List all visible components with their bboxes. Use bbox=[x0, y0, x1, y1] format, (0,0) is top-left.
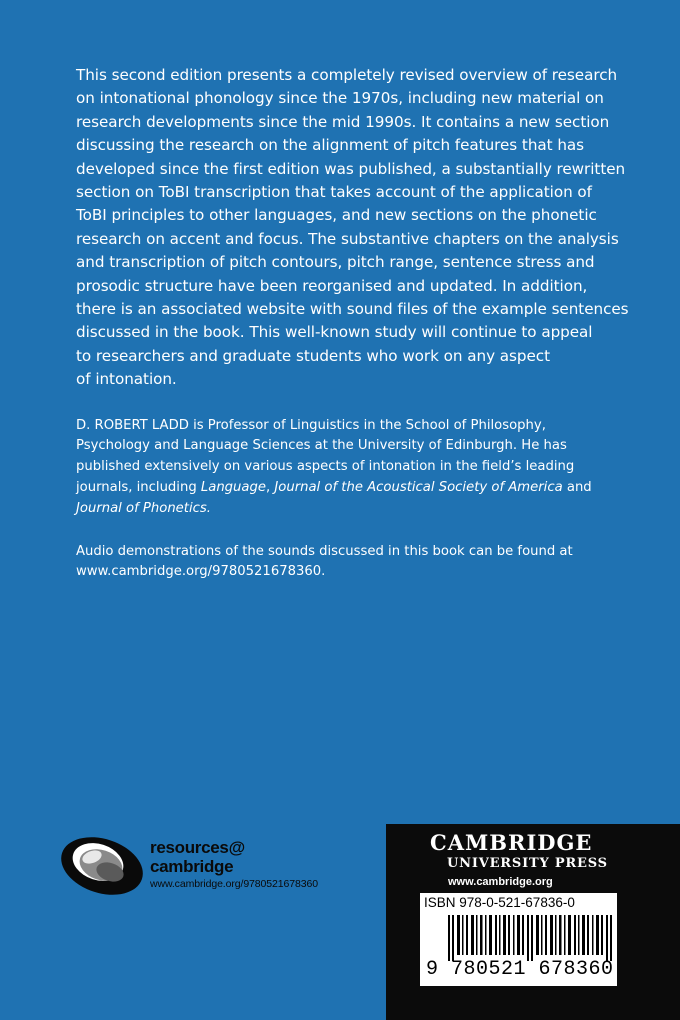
description-paragraph bbox=[76, 64, 629, 392]
journal-title: Language bbox=[200, 480, 266, 496]
blurb bbox=[76, 64, 629, 583]
text-line: Psychology and Language Sciences at the University of Edinburgh. He has bbox=[76, 438, 567, 454]
text-line: to researchers and graduate students who work on any aspect bbox=[76, 346, 550, 365]
journal-title: Journal of the Acoustical Society of America bbox=[274, 480, 563, 496]
resources-line1: resources@ bbox=[150, 838, 245, 857]
barcode-icon bbox=[448, 915, 614, 961]
publisher-url: www.cambridge.org bbox=[448, 876, 553, 888]
text-line: Audio demonstrations of the sounds discussed in this book can be found at bbox=[76, 543, 573, 559]
text-line: discussing the research on the alignment of pitch features that has bbox=[76, 136, 585, 155]
text-line: www.cambridge.org/9780521678360. bbox=[76, 564, 326, 580]
text-line: discussed in the book. This well-known study will continue to appeal bbox=[76, 323, 593, 342]
barcode-digits: 9 780521 678360 bbox=[426, 958, 614, 981]
text-line: published extensively on various aspects of intonation in the field’s leading bbox=[76, 459, 575, 475]
text-line: research developments since the mid 1990s. It contains a new section bbox=[76, 112, 610, 131]
text-line: and transcription of pitch contours, pitch range, sentence stress and bbox=[76, 253, 595, 272]
text-line: prosodic structure have been reorganised and updated. In addition, bbox=[76, 276, 588, 295]
publisher-name: CAMBRIDGE bbox=[430, 830, 593, 855]
text-line: D. ROBERT LADD is Professor of Linguistics in the School of Philosophy, bbox=[76, 417, 546, 433]
journal-title: Journal of Phonetics. bbox=[76, 500, 211, 516]
audio-note bbox=[76, 542, 616, 584]
text-line: ToBI principles to other languages, and new sections on the phonetic bbox=[76, 206, 597, 225]
isbn-label: ISBN 978-0-521-67836-0 bbox=[424, 895, 575, 910]
author-bio bbox=[76, 416, 616, 520]
text-line: there is an associated website with sound files of the example sentences bbox=[76, 300, 629, 319]
resources-line2: cambridge bbox=[150, 857, 234, 876]
text-line bbox=[76, 478, 616, 499]
text-line bbox=[76, 499, 616, 520]
text-fragment: and bbox=[562, 480, 592, 496]
resources-eye-icon bbox=[58, 832, 148, 896]
text-line: of intonation. bbox=[76, 370, 177, 389]
text-fragment: journals, including bbox=[76, 480, 201, 496]
publisher-press: UNIVERSITY PRESS bbox=[447, 856, 608, 871]
text-line: developed since the first edition was published, a substantially rewritten bbox=[76, 159, 626, 178]
text-line: This second edition presents a completely revised overview of research bbox=[76, 66, 618, 84]
text-line: on intonational phonology since the 1970s, including new material on bbox=[76, 89, 604, 108]
text-line: section on ToBI transcription that takes account of the application of bbox=[76, 183, 592, 202]
text-fragment: , bbox=[265, 480, 275, 496]
text-line: research on accent and focus. The substantive chapters on the analysis bbox=[76, 229, 619, 248]
resources-url: www.cambridge.org/9780521678360 bbox=[150, 878, 318, 890]
resources-wordmark bbox=[150, 838, 245, 876]
